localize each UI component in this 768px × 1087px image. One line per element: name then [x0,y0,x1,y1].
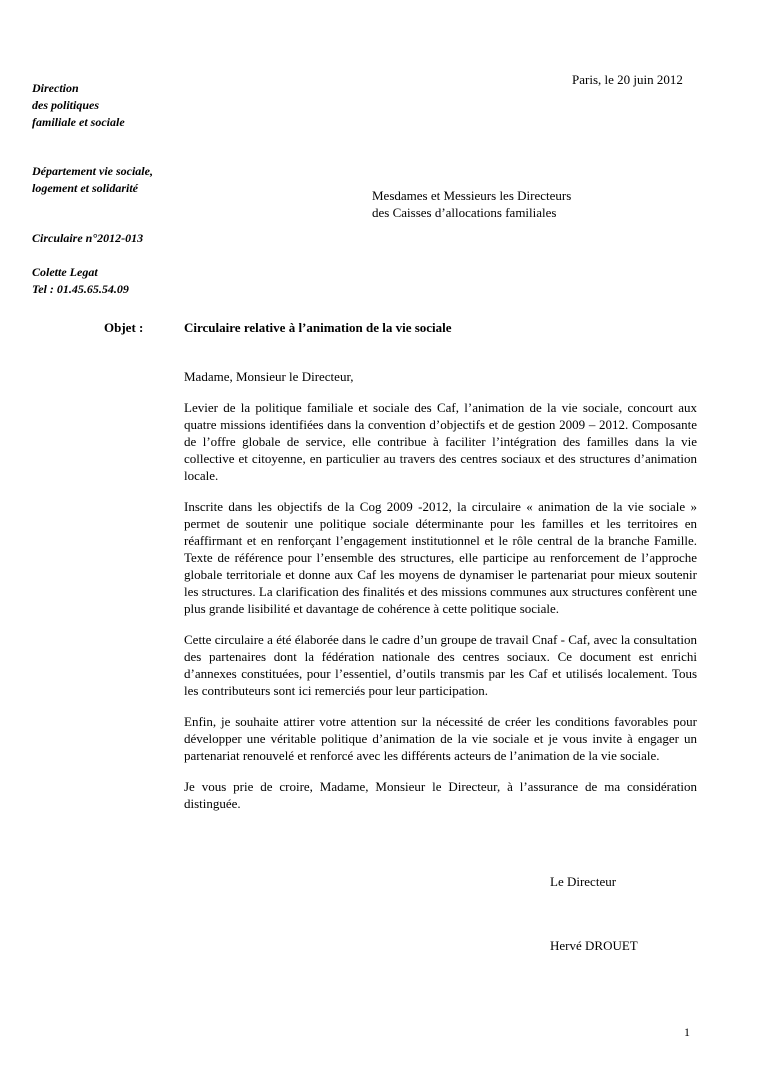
department-line: logement et solidarité [32,181,138,195]
page-number: 1 [684,1025,690,1039]
objet-label: Objet : [104,320,144,335]
letter-body [184,368,697,826]
direction-line: familiale et sociale [32,115,125,129]
objet-text: Circulaire relative à l’animation de la vie sociale [184,320,452,335]
recipient-line: des Caisses d’allocations familiales [372,205,557,220]
circulaire-number: Circulaire n°2012-013 [32,231,144,245]
recipient-line: Mesdames et Messieurs les Directeurs [372,188,572,203]
contact-block [32,264,129,298]
recipients-block [372,187,571,221]
body-paragraph: Je vous prie de croire, Madame, Monsieur le Directeur, à l’assurance de ma considération distinguée. [184,779,697,811]
signature-title: Le Directeur [550,874,617,889]
direction-line: Direction [32,81,79,95]
body-paragraph: Levier de la politique familiale et sociale des Caf, l’animation de la vie sociale, concourt aux quatre missions identifiées dans la convention d’objectifs et de gestion 2009 – 2012. Composante de l’offre globale de service, elle contribue à faciliter l’intégration des familles dans la vie collective et citoyenne, en particulier au travers des centres sociaux et des structures d’animation locale. [184,400,697,483]
letter-date: Paris, le 20 juin 2012 [572,72,683,87]
body-paragraph: Cette circulaire a été élaborée dans le cadre d’un groupe de travail Cnaf - Caf, avec la consultation des partenaires dont la fédération nationale des centres sociaux. Ce document est enrichi d’annexes constituées, pour l’essentiel, d’outils transmis par les Caf et utilisés localement. Tous les contributeurs sont ici remerciés pour leur participation. [184,632,697,698]
body-paragraph: Inscrite dans les objectifs de la Cog 2009 -2012, la circulaire « animation de la vie sociale » permet de soutenir une politique sociale déterminante pour les familles et les territoires en réaffirmant et en renforçant l’engagement institutionnel et le rôle central de la branche Famille. Texte de référence pour l’ensemble des structures, elle participe au renforcement de l’approche globale territoriale et donne aux Caf les moyens de dynamiser le partenariat pour mieux soutenir les structures. La clarification des finalités et des missions communes aux structures confèrent une plus grande lisibilité et davantage de cohérence à cette politique sociale. [184,499,697,616]
contact-name: Colette Legat [32,265,98,279]
contact-tel: Tel : 01.45.65.54.09 [32,282,129,296]
signature-name: Hervé DROUET [550,938,638,953]
body-paragraph: Enfin, je souhaite attirer votre attention sur la nécessité de créer les conditions favorables pour développer une véritable politique d’animation de la vie sociale et je vous invite à engager un partenariat renouvelé et renforcé avec les différents acteurs de l’animation de la vie sociale. [184,714,697,763]
department-block [32,163,153,197]
direction-block [32,80,125,131]
direction-line: des politiques [32,98,100,112]
salutation: Madame, Monsieur le Directeur, [184,369,354,384]
department-line: Département vie sociale, [32,164,153,178]
